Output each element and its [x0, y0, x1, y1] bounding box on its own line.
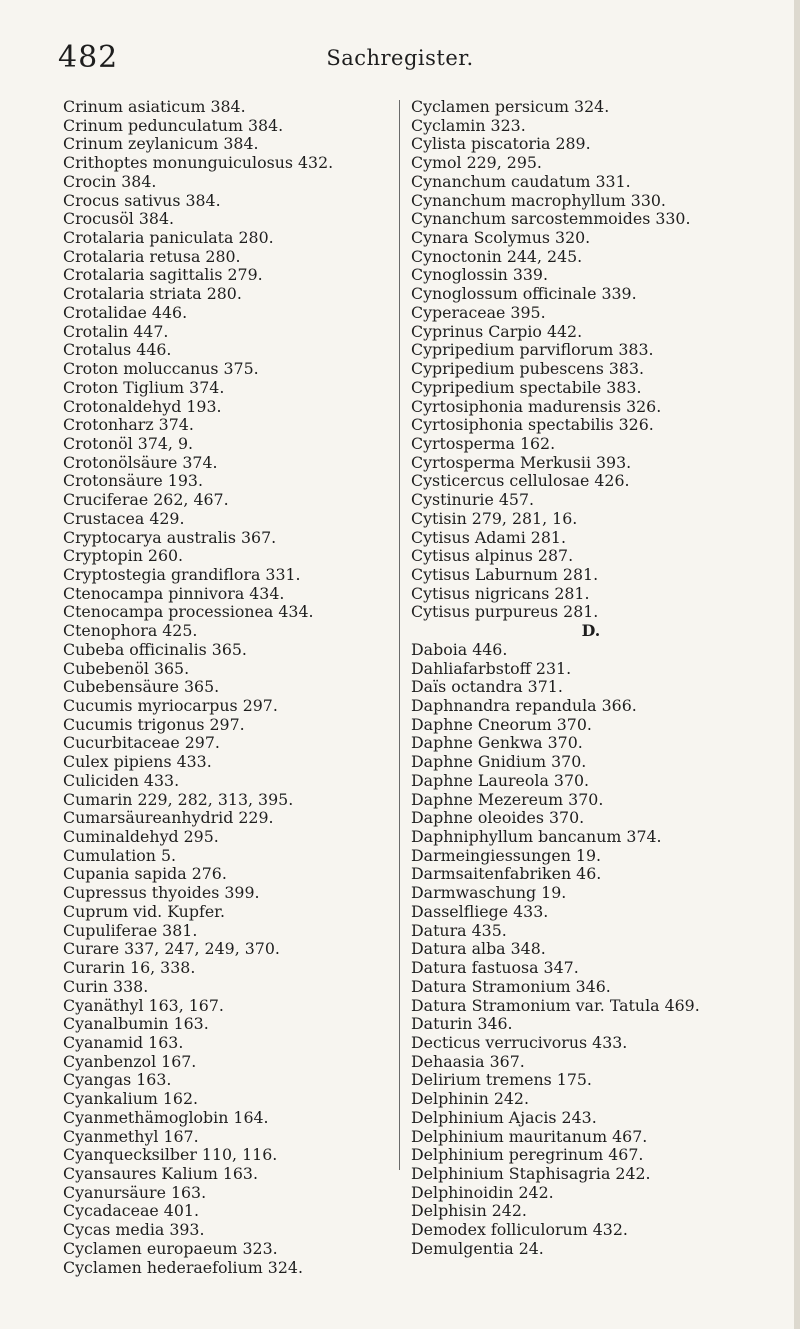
index-entry: Cyprinus Carpio 442.: [411, 321, 583, 341]
index-entry: Cyclamen hederaefolium 324.: [63, 1257, 303, 1277]
index-entry: Cymol 229, 295.: [411, 153, 542, 173]
index-entry: Cumarsäureanhydrid 229.: [63, 808, 274, 828]
index-entry: Cypripedium spectabile 383.: [411, 377, 642, 397]
index-entry: Datura Stramonium var. Tatula 469.: [411, 995, 700, 1015]
index-entry: Cynoctonin 244, 245.: [411, 246, 583, 266]
index-entry: Cyangas 163.: [63, 1070, 172, 1090]
index-entry: Cyanäthyl 163, 167.: [63, 995, 224, 1015]
index-entry: Cyankalium 162.: [63, 1089, 199, 1109]
index-entry: Cycadaceae 401.: [63, 1201, 199, 1221]
index-entry: Curare 337, 247, 249, 370.: [63, 939, 280, 959]
index-entry: Crocin 384.: [63, 171, 157, 191]
index-entry: Cyrtosiphonia spectabilis 326.: [411, 415, 654, 435]
index-entry: Delphinium Staphisagria 242.: [411, 1163, 651, 1183]
index-entry: Cyanquecksilber 110, 116.: [63, 1145, 278, 1165]
index-entry: Crotalaria sagittalis 279.: [63, 265, 263, 285]
index-entry: Datura Stramonium 346.: [411, 976, 611, 996]
index-entry: Cyanamid 163.: [63, 1032, 184, 1052]
index-entry: Crocusöl 384.: [63, 209, 175, 229]
index-entry: Crinum zeylanicum 384.: [63, 134, 259, 154]
index-entry: Daboia 446.: [411, 639, 508, 659]
index-entry: Cyanursäure 163.: [63, 1182, 207, 1202]
index-entry: Delphinin 242.: [411, 1089, 529, 1109]
index-entry: Cynara Scolymus 320.: [411, 228, 591, 248]
index-entry: Cucumis myriocarpus 297.: [63, 696, 278, 715]
page-edge: [794, 0, 800, 1329]
index-entry: Crotalaria striata 280.: [63, 284, 242, 304]
index-entry: Delphinium peregrinum 467.: [411, 1145, 644, 1165]
index-entry: Cytisin 279, 281, 16.: [411, 508, 578, 528]
index-entry: Datura 435.: [411, 920, 507, 940]
index-entry: Crinum pedunculatum 384.: [63, 115, 284, 135]
index-entry: Daphne Gnidium 370.: [411, 752, 587, 772]
index-entry: Darmwaschung 19.: [411, 883, 567, 903]
index-entry: Daphnandra repandula 366.: [411, 696, 637, 715]
index-column-left: [63, 98, 393, 1277]
index-entry: Cubebenöl 365.: [63, 658, 190, 678]
index-entry: Daphniphyllum bancanum 374.: [411, 827, 662, 847]
index-entry: Cyanmethämoglobin 164.: [63, 1107, 269, 1127]
index-entry: Demodex folliculorum 432.: [411, 1220, 628, 1240]
index-entry: Cryptostegia grandiflora 331.: [63, 564, 301, 584]
index-entry: Crotonöl 374, 9.: [63, 433, 194, 453]
index-entry: Cruciferae 262, 467.: [63, 490, 229, 510]
index-entry: Crotalaria paniculata 280.: [63, 228, 274, 248]
index-entry: Cyansaures Kalium 163.: [63, 1163, 259, 1183]
index-entry: Demulgentia 24.: [411, 1238, 544, 1258]
index-entry: Crotonölsäure 374.: [63, 452, 218, 472]
index-entry: Crotalin 447.: [63, 321, 169, 341]
index-entry: Cytisus Adami 281.: [411, 527, 566, 547]
index-entry: Culex pipiens 433.: [63, 752, 212, 772]
index-column-right: [411, 98, 771, 1259]
index-entry: Cyrtosiphonia madurensis 326.: [411, 396, 662, 416]
index-entry: Curin 338.: [63, 976, 149, 996]
index-entry: Cumulation 5.: [63, 845, 177, 865]
index-entry: Cubebensäure 365.: [63, 677, 220, 697]
running-head: Sachregister.: [326, 46, 474, 70]
index-entry: Curarin 16, 338.: [63, 958, 196, 978]
index-entry: Delphisin 242.: [411, 1201, 527, 1221]
index-entry: Datura alba 348.: [411, 939, 546, 959]
index-entry: Cysticercus cellulosae 426.: [411, 471, 630, 491]
index-entry: Crustacea 429.: [63, 508, 185, 528]
index-entry: Daturin 346.: [411, 1014, 513, 1034]
index-entry: Crithoptes monunguiculosus 432.: [63, 153, 334, 173]
index-entry: Cynanchum caudatum 331.: [411, 171, 631, 191]
index-entry: Darmeingiessungen 19.: [411, 845, 602, 865]
index-entry: Daphne Cneorum 370.: [411, 714, 592, 734]
index-entry: Dahliafarbstoff 231.: [411, 658, 572, 678]
index-entry: Cytisus purpureus 281.: [411, 602, 599, 622]
index-entry: Cuminaldehyd 295.: [63, 827, 219, 847]
index-entry: Culiciden 433.: [63, 770, 180, 790]
index-entry: Crotonsäure 193.: [63, 471, 203, 491]
index-entry: Crotonharz 374.: [63, 415, 194, 435]
index-entry: Crotalus 446.: [63, 340, 172, 360]
index-entry: Cubeba officinalis 365.: [63, 639, 247, 659]
index-entry: Decticus verrucivorus 433.: [411, 1032, 628, 1052]
page-number: 482: [58, 40, 119, 75]
index-entry: Ctenocampa processionea 434.: [63, 602, 314, 622]
index-entry: Cyrtosperma Merkusii 393.: [411, 452, 632, 472]
index-entry: Cypripedium pubescens 383.: [411, 359, 645, 379]
index-entry: Daphne Genkwa 370.: [411, 733, 583, 753]
index-entry: Cyclamin 323.: [411, 115, 526, 135]
index-entry: Dehaasia 367.: [411, 1051, 525, 1071]
index-entry: Cyanalbumin 163.: [63, 1014, 209, 1034]
index-entry: Crotalidae 446.: [63, 302, 188, 322]
index-entry: Dasselfliege 433.: [411, 901, 549, 921]
index-entry: Cystinurie 457.: [411, 490, 535, 510]
section-letter-heading: D.: [581, 621, 601, 641]
index-entry: Darmsaitenfabriken 46.: [411, 864, 602, 884]
index-entry: Ctenophora 425.: [63, 621, 198, 641]
index-entry: Cryptopin 260.: [63, 546, 184, 566]
index-entry: Cylista piscatoria 289.: [411, 134, 591, 154]
index-entry: Cucumis trigonus 297.: [63, 714, 245, 734]
index-entry: Delphinoidin 242.: [411, 1182, 554, 1202]
index-entry: Cupressus thyoides 399.: [63, 883, 260, 903]
index-entry: Croton moluccanus 375.: [63, 359, 259, 379]
index-entry: Cyanbenzol 167.: [63, 1051, 197, 1071]
index-entry: Crocus sativus 384.: [63, 190, 221, 210]
index-entry: Cupuliferae 381.: [63, 920, 198, 940]
index-entry: Delphinium mauritanum 467.: [411, 1126, 648, 1146]
index-entry: Cycas media 393.: [63, 1220, 205, 1240]
index-entry: Crotalaria retusa 280.: [63, 246, 241, 266]
index-entry: Cuprum vid. Kupfer.: [63, 901, 226, 921]
index-entry: Cypripedium parviflorum 383.: [411, 340, 654, 360]
index-entry: Daphne Mezereum 370.: [411, 789, 604, 809]
index-entry: Cynoglossin 339.: [411, 265, 549, 285]
index-entry: Cynanchum sarcostemmoides 330.: [411, 209, 691, 229]
index-entry: Cyclamen persicum 324.: [411, 97, 610, 116]
index-entry: Cucurbitaceae 297.: [63, 733, 220, 753]
index-entry: Cyperaceae 395.: [411, 302, 546, 322]
index-entry: Daïs octandra 371.: [411, 677, 563, 697]
index-entry: Cytisus Laburnum 281.: [411, 564, 599, 584]
column-divider: [399, 100, 400, 1170]
index-entry: Cryptocarya australis 367.: [63, 527, 277, 547]
index-entry: Cupania sapida 276.: [63, 864, 227, 884]
index-entry: Cyclamen europaeum 323.: [63, 1238, 278, 1258]
index-entry: Daphne oleoides 370.: [411, 808, 585, 828]
index-entry: Cyanmethyl 167.: [63, 1126, 199, 1146]
index-entry: Cytisus nigricans 281.: [411, 583, 590, 603]
index-entry: Cynanchum macrophyllum 330.: [411, 190, 666, 210]
index-entry: Delirium tremens 175.: [411, 1070, 592, 1090]
index-entry: Crotonaldehyd 193.: [63, 396, 222, 416]
index-entry: Ctenocampa pinnivora 434.: [63, 583, 285, 603]
index-entry: Croton Tiglium 374.: [63, 377, 225, 397]
index-entry: Cyrtosperma 162.: [411, 433, 556, 453]
index-entry: Cumarin 229, 282, 313, 395.: [63, 789, 294, 809]
index-entry: Crinum asiaticum 384.: [63, 97, 246, 116]
index-entry: Cytisus alpinus 287.: [411, 546, 574, 566]
index-entry: Delphinium Ajacis 243.: [411, 1107, 597, 1127]
index-entry: Datura fastuosa 347.: [411, 958, 579, 978]
index-entry: Daphne Laureola 370.: [411, 770, 590, 790]
index-entry: Cynoglossum officinale 339.: [411, 284, 637, 304]
